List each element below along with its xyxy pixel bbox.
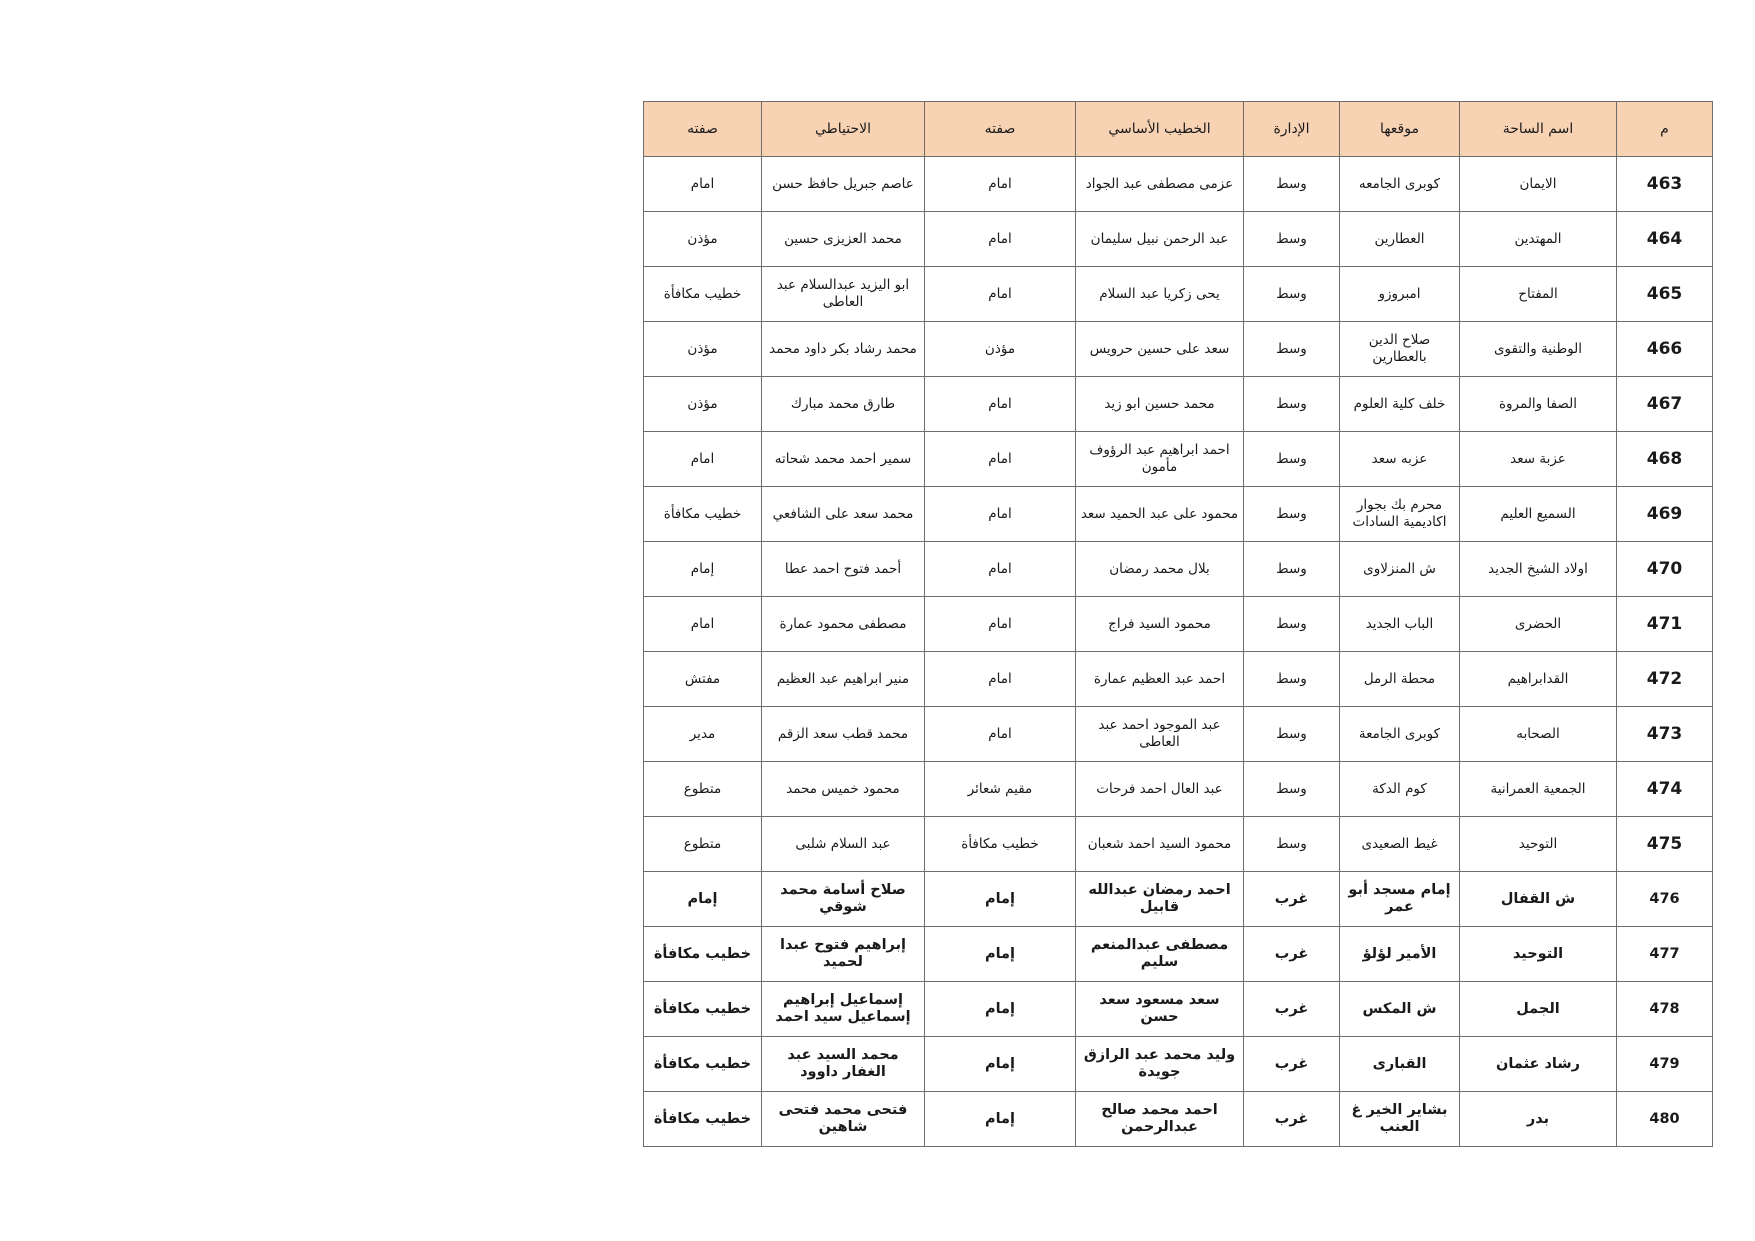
cell-location: الباب الجديد: [1340, 597, 1460, 652]
cell-row-number: 470: [1617, 542, 1713, 597]
cell-location: صلاح الدين بالعطارين: [1340, 322, 1460, 377]
cell-main-preacher: سعد مسعود سعد حسن: [1076, 982, 1244, 1037]
cell-row-number: 468: [1617, 432, 1713, 487]
cell-backup-preacher-role: مؤذن: [644, 212, 762, 267]
cell-location: الأمير لؤلؤ: [1340, 927, 1460, 982]
table-row: [644, 707, 1713, 762]
cell-main-preacher-role: إمام: [925, 1092, 1076, 1147]
header-square-name: اسم الساحة: [1460, 102, 1617, 157]
cell-square-name: الحضرى: [1460, 597, 1617, 652]
cell-backup-preacher-role: متطوع: [644, 817, 762, 872]
table-row: [644, 982, 1713, 1037]
cell-backup-preacher: منير ابراهيم عبد العظيم: [762, 652, 925, 707]
cell-main-preacher: محمود السيد فراج: [1076, 597, 1244, 652]
cell-square-name: القدابراهيم: [1460, 652, 1617, 707]
table-body: [644, 157, 1713, 1147]
cell-main-preacher-role: امام: [925, 377, 1076, 432]
cell-square-name: التوحيد: [1460, 927, 1617, 982]
cell-location: القبارى: [1340, 1037, 1460, 1092]
cell-main-preacher-role: إمام: [925, 1037, 1076, 1092]
table-row: [644, 322, 1713, 377]
cell-square-name: الجمعية العمرانية: [1460, 762, 1617, 817]
cell-main-preacher-role: امام: [925, 487, 1076, 542]
cell-main-preacher-role: امام: [925, 597, 1076, 652]
cell-administration: غرب: [1244, 982, 1340, 1037]
header-backup-preacher-role: صفته: [644, 102, 762, 157]
header-main-preacher-role: صفته: [925, 102, 1076, 157]
cell-backup-preacher-role: امام: [644, 597, 762, 652]
cell-main-preacher-role: امام: [925, 212, 1076, 267]
cell-row-number: 464: [1617, 212, 1713, 267]
cell-main-preacher: احمد ابراهيم عبد الرؤوف مأمون: [1076, 432, 1244, 487]
cell-square-name: اولاد الشيخ الجديد: [1460, 542, 1617, 597]
header-main-preacher: الخطيب الأساسي: [1076, 102, 1244, 157]
table-row: [644, 212, 1713, 267]
table-row: [644, 267, 1713, 322]
cell-backup-preacher: إبراهيم فتوح عبدا لحميد: [762, 927, 925, 982]
cell-backup-preacher: محمد العزيزى حسين: [762, 212, 925, 267]
cell-backup-preacher: طارق محمد مبارك: [762, 377, 925, 432]
cell-main-preacher: عبد العال احمد فرحات: [1076, 762, 1244, 817]
cell-row-number: 473: [1617, 707, 1713, 762]
cell-main-preacher-role: إمام: [925, 927, 1076, 982]
cell-backup-preacher: عاصم جبريل حافظ حسن: [762, 157, 925, 212]
cell-backup-preacher: صلاح أسامة محمد شوقي: [762, 872, 925, 927]
cell-backup-preacher: سمير احمد محمد شحاته: [762, 432, 925, 487]
cell-location: امبروزو: [1340, 267, 1460, 322]
table-row: [644, 157, 1713, 212]
cell-backup-preacher: عبد السلام شلبى: [762, 817, 925, 872]
cell-main-preacher: احمد رمضان عبدالله قابيل: [1076, 872, 1244, 927]
cell-row-number: 471: [1617, 597, 1713, 652]
cell-administration: وسط: [1244, 817, 1340, 872]
cell-location: بشاير الخير غ العنب: [1340, 1092, 1460, 1147]
cell-row-number: 479: [1617, 1037, 1713, 1092]
cell-backup-preacher: مصطفى محمود عمارة: [762, 597, 925, 652]
cell-main-preacher-role: خطيب مكافأة: [925, 817, 1076, 872]
cell-row-number: 465: [1617, 267, 1713, 322]
header-number: م: [1617, 102, 1713, 157]
cell-backup-preacher: أحمد فتوح احمد عطا: [762, 542, 925, 597]
cell-backup-preacher-role: خطيب مكافأة: [644, 1092, 762, 1147]
cell-backup-preacher-role: خطيب مكافأة: [644, 982, 762, 1037]
cell-main-preacher: احمد محمد صالح عبدالرحمن: [1076, 1092, 1244, 1147]
header-administration: الإدارة: [1244, 102, 1340, 157]
cell-backup-preacher: محمد رشاد بكر داود محمد: [762, 322, 925, 377]
cell-main-preacher: سعد على حسين حرويس: [1076, 322, 1244, 377]
cell-location: محطة الرمل: [1340, 652, 1460, 707]
cell-backup-preacher-role: خطيب مكافأة: [644, 487, 762, 542]
table-row: [644, 1092, 1713, 1147]
cell-location: خلف كلية العلوم: [1340, 377, 1460, 432]
cell-row-number: 467: [1617, 377, 1713, 432]
cell-backup-preacher: محمد سعد على الشافعي: [762, 487, 925, 542]
cell-backup-preacher-role: امام: [644, 432, 762, 487]
cell-main-preacher-role: مؤذن: [925, 322, 1076, 377]
cell-administration: غرب: [1244, 872, 1340, 927]
cell-administration: وسط: [1244, 707, 1340, 762]
cell-location: ش المنزلاوى: [1340, 542, 1460, 597]
cell-main-preacher-role: امام: [925, 432, 1076, 487]
cell-main-preacher-role: امام: [925, 542, 1076, 597]
cell-backup-preacher: محمد السيد عبد الغفار داوود: [762, 1037, 925, 1092]
cell-main-preacher: عزمى مصطفى عبد الجواد: [1076, 157, 1244, 212]
cell-administration: وسط: [1244, 322, 1340, 377]
cell-administration: وسط: [1244, 377, 1340, 432]
cell-row-number: 477: [1617, 927, 1713, 982]
cell-backup-preacher-role: خطيب مكافأة: [644, 927, 762, 982]
cell-main-preacher-role: امام: [925, 707, 1076, 762]
table-row: [644, 487, 1713, 542]
cell-square-name: الجمل: [1460, 982, 1617, 1037]
cell-backup-preacher-role: مؤذن: [644, 322, 762, 377]
cell-backup-preacher: محمد قطب سعد الزقم: [762, 707, 925, 762]
cell-administration: غرب: [1244, 1092, 1340, 1147]
cell-backup-preacher-role: خطيب مكافأة: [644, 267, 762, 322]
cell-backup-preacher-role: مفتش: [644, 652, 762, 707]
cell-administration: وسط: [1244, 487, 1340, 542]
cell-row-number: 476: [1617, 872, 1713, 927]
cell-square-name: التوحيد: [1460, 817, 1617, 872]
cell-main-preacher: وليد محمد عبد الرازق جويدة: [1076, 1037, 1244, 1092]
table-row: [644, 377, 1713, 432]
cell-administration: وسط: [1244, 157, 1340, 212]
cell-main-preacher: عبد الرحمن نبيل سليمان: [1076, 212, 1244, 267]
cell-administration: وسط: [1244, 652, 1340, 707]
table-row: [644, 762, 1713, 817]
cell-row-number: 475: [1617, 817, 1713, 872]
cell-location: العطارين: [1340, 212, 1460, 267]
cell-location: كوبرى الجامعه: [1340, 157, 1460, 212]
cell-main-preacher: محمود السيد احمد شعبان: [1076, 817, 1244, 872]
cell-location: كوبرى الجامعة: [1340, 707, 1460, 762]
cell-square-name: ش القفال: [1460, 872, 1617, 927]
cell-row-number: 463: [1617, 157, 1713, 212]
table-row: [644, 652, 1713, 707]
table-row: [644, 542, 1713, 597]
cell-backup-preacher-role: مدير: [644, 707, 762, 762]
imams-table: [643, 101, 1713, 1147]
header-location: موقعها: [1340, 102, 1460, 157]
cell-square-name: الايمان: [1460, 157, 1617, 212]
cell-row-number: 480: [1617, 1092, 1713, 1147]
cell-main-preacher-role: إمام: [925, 982, 1076, 1037]
cell-square-name: بدر: [1460, 1092, 1617, 1147]
cell-row-number: 469: [1617, 487, 1713, 542]
header-backup-preacher: الاحتياطي: [762, 102, 925, 157]
cell-location: عزبه سعد: [1340, 432, 1460, 487]
table-row: [644, 432, 1713, 487]
cell-square-name: الصفا والمروة: [1460, 377, 1617, 432]
table-row: [644, 597, 1713, 652]
cell-square-name: عزبة سعد: [1460, 432, 1617, 487]
cell-main-preacher: عبد الموجود احمد عبد العاطى: [1076, 707, 1244, 762]
cell-backup-preacher: فتحى محمد فتحى شاهين: [762, 1092, 925, 1147]
table-row: [644, 872, 1713, 927]
cell-main-preacher: بلال محمد رمضان: [1076, 542, 1244, 597]
cell-administration: وسط: [1244, 542, 1340, 597]
cell-square-name: رشاد عثمان: [1460, 1037, 1617, 1092]
cell-main-preacher: محمد حسين ابو زيد: [1076, 377, 1244, 432]
cell-backup-preacher-role: إمام: [644, 542, 762, 597]
cell-administration: وسط: [1244, 597, 1340, 652]
cell-administration: وسط: [1244, 212, 1340, 267]
cell-main-preacher: مصطفى عبدالمنعم سليم: [1076, 927, 1244, 982]
cell-backup-preacher-role: خطيب مكافأة: [644, 1037, 762, 1092]
cell-square-name: الوطنية والتقوى: [1460, 322, 1617, 377]
cell-square-name: الصحابه: [1460, 707, 1617, 762]
cell-main-preacher-role: مقيم شعائر: [925, 762, 1076, 817]
cell-location: إمام مسجد أبو عمر: [1340, 872, 1460, 927]
cell-backup-preacher-role: متطوع: [644, 762, 762, 817]
table-header-row: [644, 102, 1713, 157]
cell-square-name: المفتاح: [1460, 267, 1617, 322]
cell-square-name: السميع العليم: [1460, 487, 1617, 542]
cell-administration: وسط: [1244, 432, 1340, 487]
cell-location: كوم الدكة: [1340, 762, 1460, 817]
cell-main-preacher-role: امام: [925, 267, 1076, 322]
cell-main-preacher: يحى زكريا عبد السلام: [1076, 267, 1244, 322]
cell-administration: غرب: [1244, 927, 1340, 982]
cell-location: غيط الصعيدى: [1340, 817, 1460, 872]
table-row: [644, 1037, 1713, 1092]
table-row: [644, 927, 1713, 982]
cell-square-name: المهتدين: [1460, 212, 1617, 267]
cell-main-preacher: احمد عبد العظيم عمارة: [1076, 652, 1244, 707]
cell-main-preacher-role: امام: [925, 652, 1076, 707]
table-row: [644, 817, 1713, 872]
cell-backup-preacher-role: مؤذن: [644, 377, 762, 432]
cell-backup-preacher: إسماعيل إبراهيم إسماعيل سيد احمد: [762, 982, 925, 1037]
cell-row-number: 466: [1617, 322, 1713, 377]
cell-main-preacher-role: امام: [925, 157, 1076, 212]
cell-backup-preacher: محمود خميس محمد: [762, 762, 925, 817]
cell-administration: وسط: [1244, 762, 1340, 817]
cell-location: محرم بك بجوار اكاديمية السادات: [1340, 487, 1460, 542]
cell-row-number: 474: [1617, 762, 1713, 817]
cell-backup-preacher: ابو اليزيد عبدالسلام عبد العاطى: [762, 267, 925, 322]
cell-row-number: 478: [1617, 982, 1713, 1037]
cell-main-preacher: محمود على عبد الحميد سعد: [1076, 487, 1244, 542]
cell-row-number: 472: [1617, 652, 1713, 707]
cell-main-preacher-role: إمام: [925, 872, 1076, 927]
cell-backup-preacher-role: إمام: [644, 872, 762, 927]
cell-location: ش المكس: [1340, 982, 1460, 1037]
cell-administration: غرب: [1244, 1037, 1340, 1092]
cell-administration: وسط: [1244, 267, 1340, 322]
cell-backup-preacher-role: امام: [644, 157, 762, 212]
